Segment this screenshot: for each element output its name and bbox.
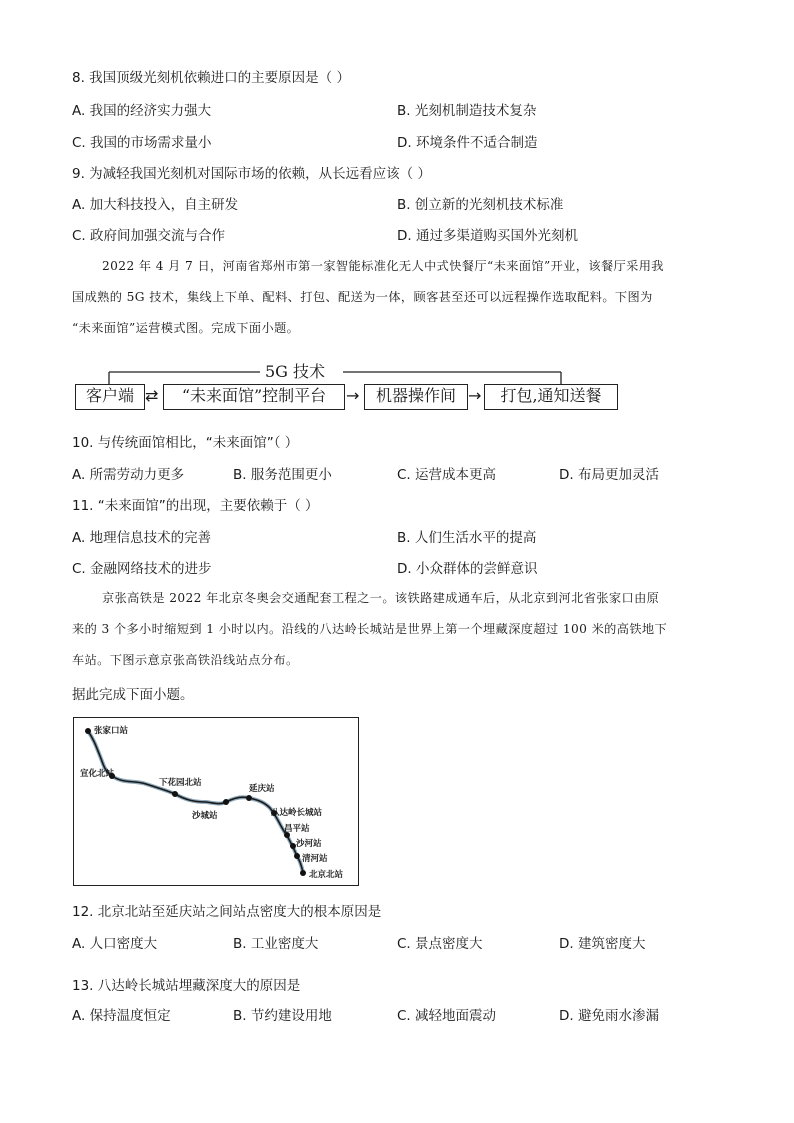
station-dot <box>85 728 91 734</box>
question-12-option-a[interactable]: A. 人口密度大 <box>72 936 158 952</box>
question-11-option-c[interactable]: C. 金融网络技术的进步 <box>72 561 212 577</box>
station-label-yanqing: 延庆站 <box>249 784 275 794</box>
question-10-option-b[interactable]: B. 服务范围更小 <box>233 467 332 483</box>
station-dot <box>172 791 178 797</box>
station-label-xuanhua-north: 宣化北站 <box>80 769 115 779</box>
station-label-qinghe: 清河站 <box>302 854 328 864</box>
railway-line-shadow <box>88 731 303 873</box>
flow-box-packing-delivery: 打包,通知送餐 <box>484 384 618 410</box>
passage-2-line-2: 来的 3 个多小时缩短到 1 小时以内。沿线的八达岭长城站是世界上第一个埋藏深度超过 100 米的高铁地下 <box>72 622 668 636</box>
question-12-option-d[interactable]: D. 建筑密度大 <box>559 936 646 952</box>
question-12-option-c[interactable]: C. 景点密度大 <box>397 936 483 952</box>
passage-1-line-3: “未来面馆”运营模式图。完成下面小题。 <box>72 321 300 335</box>
question-11-option-a[interactable]: A. 地理信息技术的完善 <box>72 530 212 546</box>
passage-2-line-1: 京张高铁是 2022 年北京冬奥会交通配套工程之一。该铁路建成通车后，从北京到河北省张家口由原 <box>102 591 660 605</box>
question-8-option-b[interactable]: B. 光刻机制造技术复杂 <box>397 103 537 119</box>
question-10-option-d[interactable]: D. 布局更加灵活 <box>559 467 659 483</box>
flow-box-control-platform: “未来面馆”控制平台 <box>163 384 345 410</box>
flow-connector-lines <box>0 0 794 420</box>
passage-1-line-1: 2022 年 4 月 7 日，河南省郑州市第一家智能标准化无人中式快餐厅“未来面馆”开业，该餐厅采用我 <box>102 259 664 273</box>
flow-5g-label: 5G 技术 <box>265 362 326 381</box>
right-arrow-icon: → <box>346 386 360 405</box>
station-dot <box>300 870 306 876</box>
station-label-badaling-great-wall: 八达岭长城站 <box>271 808 323 818</box>
question-13-option-a[interactable]: A. 保持温度恒定 <box>72 1008 171 1024</box>
station-dot <box>246 795 252 801</box>
right-arrow-icon: → <box>468 386 482 405</box>
question-12-stem: 12. 北京北站至延庆站之间站点密度大的根本原因是 <box>72 904 382 920</box>
station-label-zhangjiakou: 张家口站 <box>94 726 129 736</box>
question-13-option-c[interactable]: C. 减轻地面震动 <box>397 1008 497 1024</box>
station-label-shacheng: 沙城站 <box>192 811 218 821</box>
question-8-option-a[interactable]: A. 我国的经济实力强大 <box>72 103 212 119</box>
question-9-stem: 9. 为减轻我国光刻机对国际市场的依赖，从长远看应该（ ） <box>72 166 431 182</box>
question-13-option-b[interactable]: B. 节约建设用地 <box>233 1008 332 1024</box>
question-8-stem: 8. 我国顶级光刻机依赖进口的主要原因是（ ） <box>72 70 350 86</box>
question-11-stem: 11. “未来面馆”的出现，主要依赖于（ ） <box>72 498 319 514</box>
station-label-beijing-north: 北京北站 <box>309 870 344 880</box>
question-13-option-d[interactable]: D. 避免雨水渗漏 <box>559 1008 659 1024</box>
station-label-shahe: 沙河站 <box>296 839 322 849</box>
station-dot <box>223 799 229 805</box>
question-8-option-c[interactable]: C. 我国的市场需求量小 <box>72 135 212 151</box>
question-10-stem: 10. 与传统面馆相比，“未来面馆”（ ） <box>72 435 299 451</box>
question-9-option-a[interactable]: A. 加大科技投入，自主研发 <box>72 197 239 213</box>
question-8-option-d[interactable]: D. 环境条件不适合制造 <box>397 135 538 151</box>
station-dot <box>294 853 300 859</box>
double-arrow-icon: ⇄ <box>145 386 159 405</box>
flow-box-client: 客户端 <box>75 384 145 410</box>
station-label-xiahuayuan-north: 下花园北站 <box>159 778 202 788</box>
passage-2-line-3: 车站。下图示意京张高铁沿线站点分布。 <box>72 653 299 667</box>
question-11-option-d[interactable]: D. 小众群体的尝鲜意识 <box>397 561 538 577</box>
question-13-stem: 13. 八达岭长城站埋藏深度大的原因是 <box>72 978 301 994</box>
question-12-option-b[interactable]: B. 工业密度大 <box>233 936 319 952</box>
question-9-option-d[interactable]: D. 通过多渠道购买国外光刻机 <box>397 228 578 244</box>
flow-box-machine-room: 机器操作间 <box>364 384 468 410</box>
railway-map <box>73 717 359 886</box>
question-11-option-b[interactable]: B. 人们生活水平的提高 <box>397 530 537 546</box>
question-9-option-c[interactable]: C. 政府间加强交流与合作 <box>72 228 226 244</box>
question-10-option-c[interactable]: C. 运营成本更高 <box>397 467 497 483</box>
question-9-option-b[interactable]: B. 创立新的光刻机技术标准 <box>397 197 564 213</box>
passage-1-line-2: 国成熟的 5G 技术，集线上下单、配料、打包、配送为一体，顾客甚至还可以远程操作选取配料。下图为 <box>72 290 653 304</box>
question-10-option-a[interactable]: A. 所需劳动力更多 <box>72 467 185 483</box>
passage-2-line-4: 据此完成下面小题。 <box>72 687 194 703</box>
station-label-changping: 昌平站 <box>284 824 310 834</box>
